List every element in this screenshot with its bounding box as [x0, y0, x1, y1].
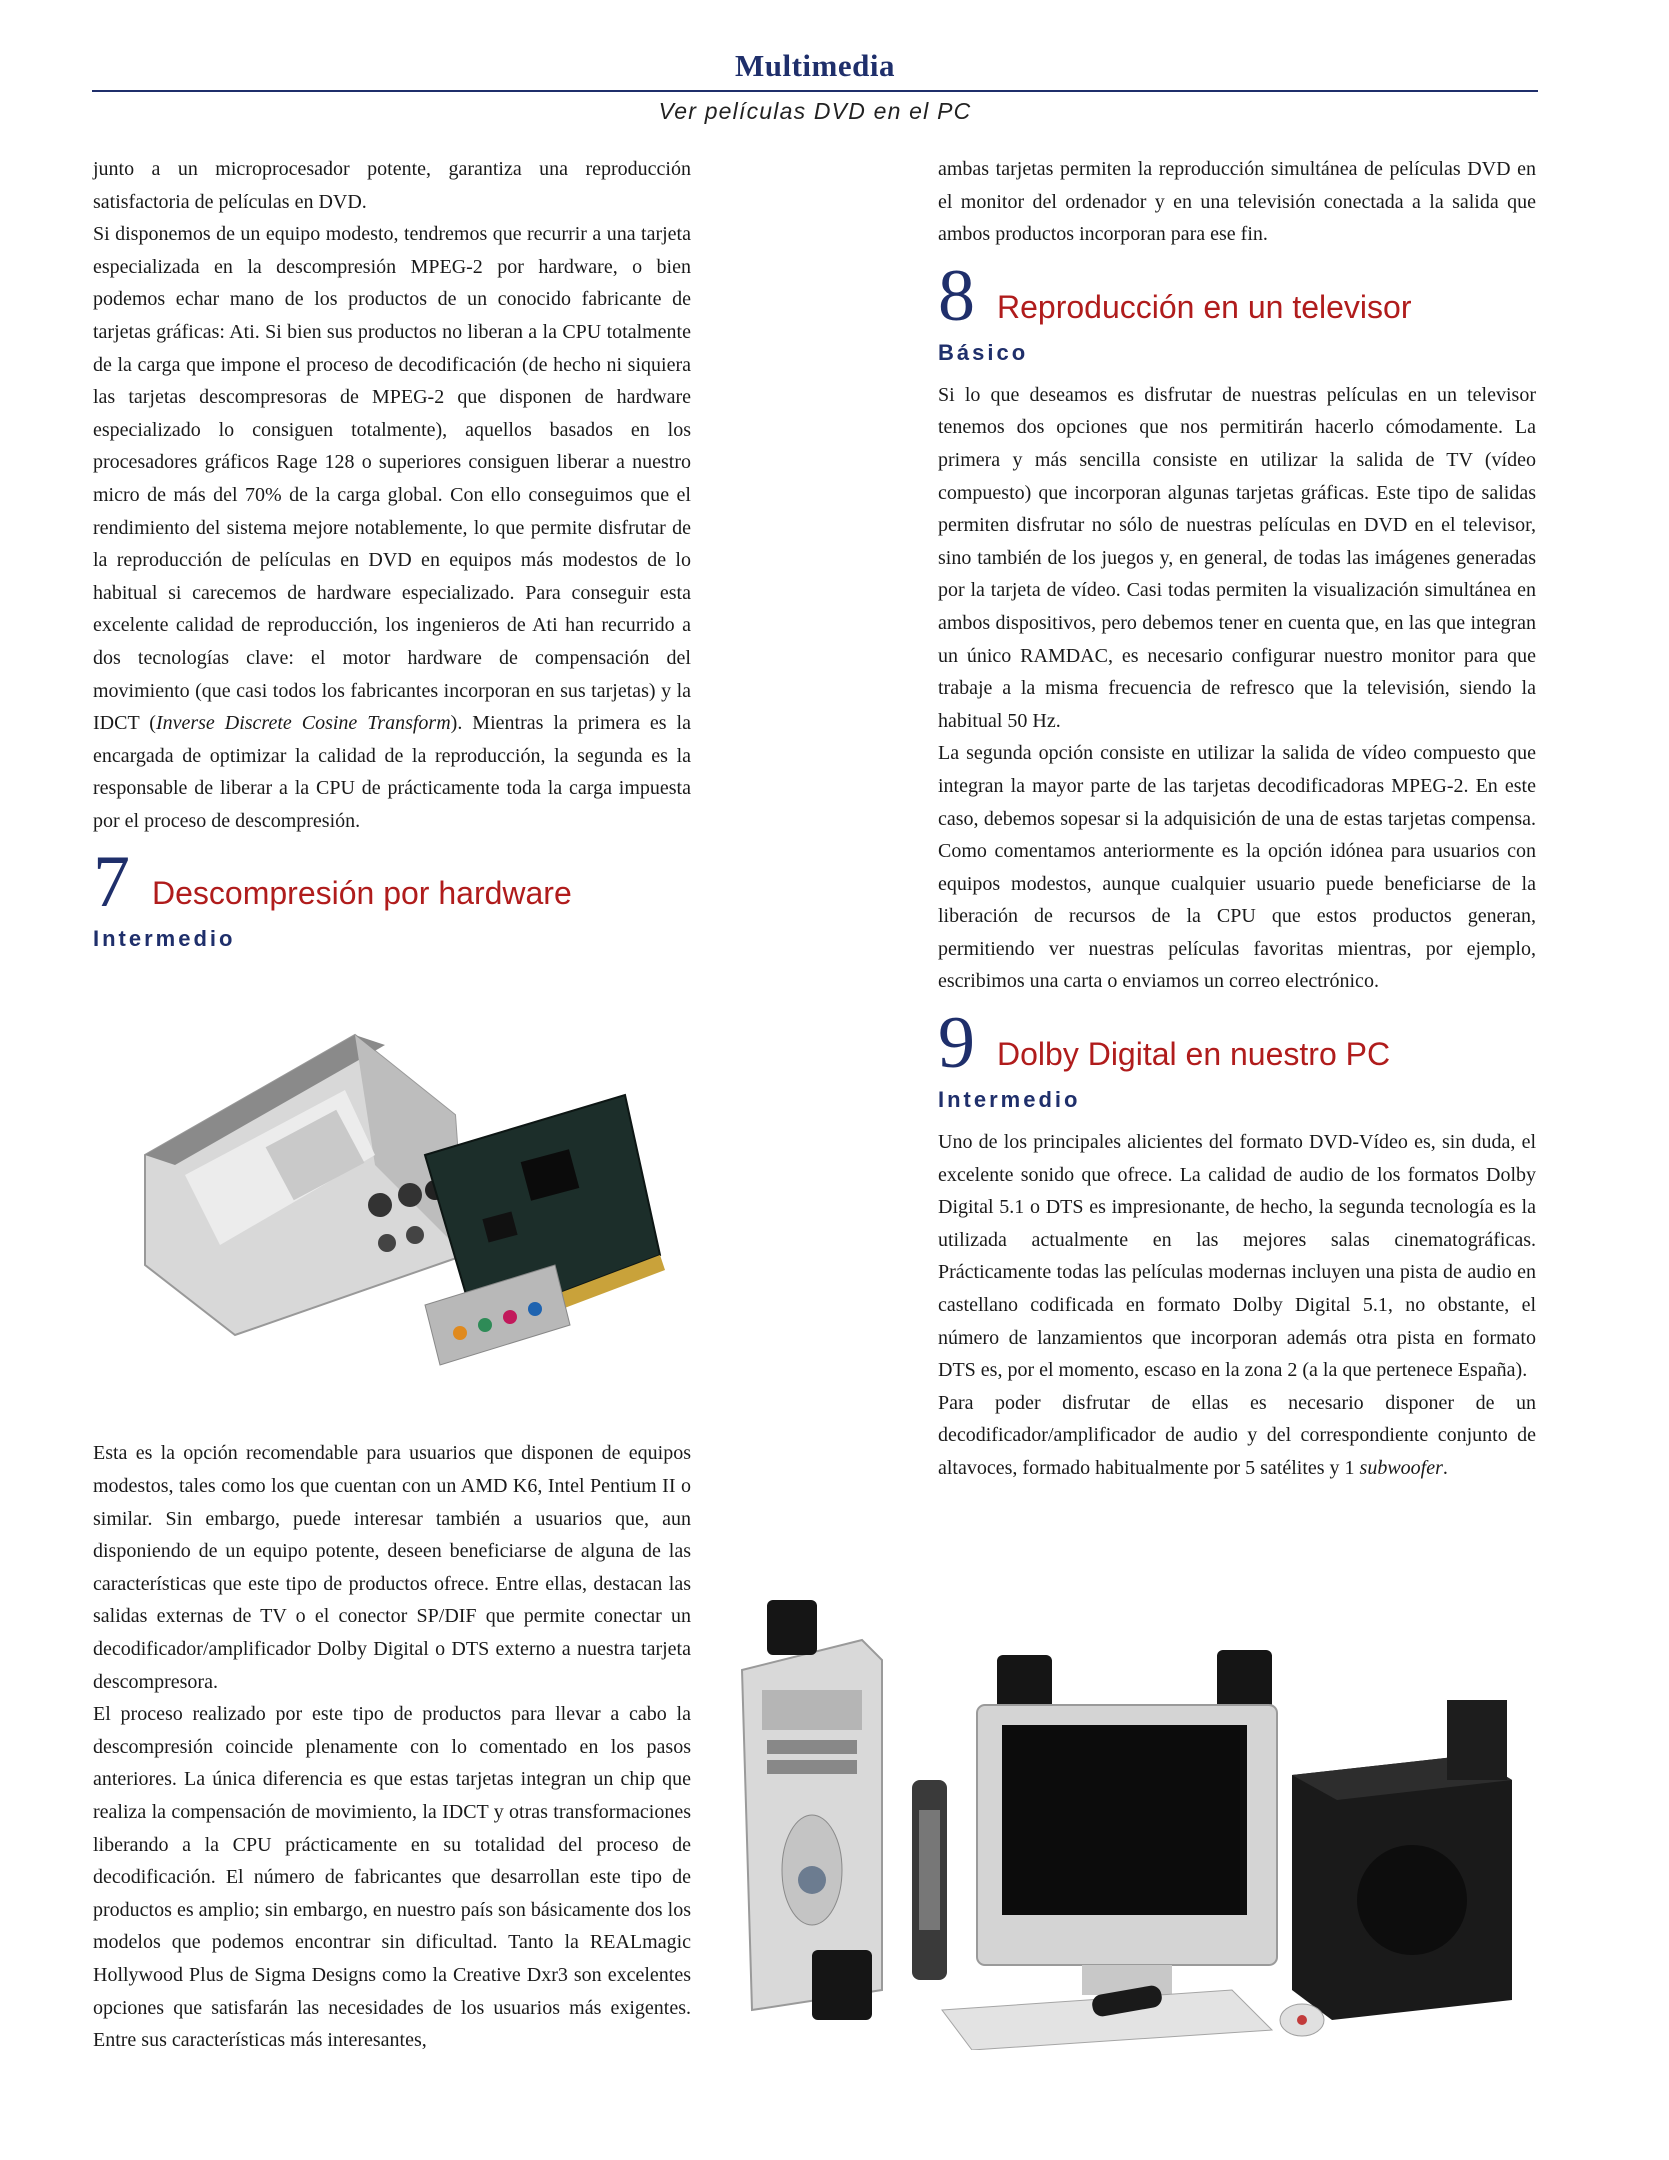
- body-paragraph: Si lo que deseamos es disfrutar de nuestras películas en un televisor tenemos dos opciones que nos permitirán hacerlo cómodamente. La primera y más sencilla consiste en utilizar la salida de TV (vídeo compuesto) que incorporan algunas tarjetas gráficas. Este tipo de salidas permiten disfrutar no sólo de nuestras películas en DVD en el televisor, sino también de los juegos y, en general, de todas las imágenes generadas por la tarjeta de vídeo. Casi todas permiten la visualización simultánea en ambos dispositivos, pero debemos tener en cuenta que, en las que integran un único RAMDAC, es necesario configurar nuestro monitor para que trabaje a la misma frecuencia de refresco que la televisión, siendo la habitual 50 Hz.: [938, 383, 1536, 732]
- body-paragraph: Si disponemos de un equipo modesto, tendremos que recurrir a una tarjeta especializada en la descompresión MPEG-2 por hardware, o bien podemos echar mano de los productos de un conocido fabricante de tarjetas gráficas: Ati. Si bien sus productos no liberan a la CPU totalmente de la carga que impone el proceso de decodificación (de hecho ni siquiera las tarjetas descompresoras de MPEG-2 que disponen de hardware especializado lo consiguen totalmente), aquellos basados en los procesadores gráficos Rage 128 o superiores consiguen liberar a nuestro micro de más del 70% de la carga global. Con ello conseguimos que el rendimiento del sistema mejore notablemente, lo que permite disfrutar de la reproducción de películas en DVD en equipos más modestos de lo habitual si carecemos de hardware especializado. Para conseguir esta excelente calidad de reproducción, los ingenieros de Ati han recurrido a dos tecnologías clave: el motor hardware de compensación del movimiento (que casi todos los fabricantes incorporan en sus tarjetas) y la IDCT (Inverse Discrete Cosine Transform). Mientras la primera es la encargada de optimizar la calidad de la reproducción, la segunda es la responsable de liberar a la CPU de prácticamente toda la carga impuesta por el proceso de descompresión.: [93, 223, 691, 832]
- section-heading-8: [938, 254, 1536, 337]
- page-subtitle: Ver películas DVD en el PC: [658, 98, 972, 124]
- difficulty-level: Intermedio: [93, 926, 236, 952]
- decoder-cards-photo: [125, 1005, 695, 1415]
- section-title-text: Reproducción en un televisor: [997, 288, 1412, 325]
- section-number: 8: [938, 254, 975, 337]
- body-paragraph: Para poder disfrutar de ellas es necesario disponer de un decodificador/amplificador de audio y del correspondiente conjunto de altavoces, formado habitualmente por 5 satélites y 1 subwoofer.: [938, 1391, 1536, 1479]
- emphasis-text: Inverse Discrete Cosine Transform: [155, 712, 451, 735]
- body-paragraph: junto a un microprocesador potente, garantiza una reproducción satisfactoria de películas en DVD.: [93, 158, 691, 213]
- emphasis-text: subwoofer: [1359, 1457, 1443, 1479]
- page-header: [92, 46, 1538, 126]
- difficulty-level: Básico: [938, 339, 1029, 365]
- section-heading-9: [938, 1002, 1536, 1085]
- section-heading-7: [93, 841, 691, 924]
- section-number: 9: [938, 1002, 975, 1085]
- body-paragraph: La segunda opción consiste en utilizar la salida de vídeo compuesto que integran la mayor parte de las tarjetas decodificadoras MPEG-2. En este caso, debemos sopesar si la adquisición de una de estas tarjetas compensa. Como comentamos anteriormente es la opción idónea para usuarios con equipos modestos, aunque cualquier usuario puede beneficiarse de la liberación de recursos de la CPU que estos productos generan, permitiendo ver nuestras películas favoritas mientras, por ejemplo, escribimos una carta o enviamos un correo electrónico.: [938, 742, 1536, 993]
- pc-system-photo: [712, 1580, 1577, 2050]
- right-column: [938, 153, 1536, 1485]
- body-paragraph: ambas tarjetas permiten la reproducción simultánea de películas DVD en el monitor del ordenador y en una televisión conectada a la salida que ambos productos incorporan para ese fin.: [938, 158, 1536, 246]
- section-title-text: Dolby Digital en nuestro PC: [997, 1036, 1391, 1073]
- section-title-text: Descompresión por hardware: [152, 875, 572, 912]
- body-paragraph: Uno de los principales alicientes del formato DVD-Vídeo es, sin duda, el excelente sonido que ofrece. La calidad de audio de los formatos Dolby Digital 5.1 o DTS es impresionante, de hecho, la segunda tecnología es la utilizada actualmente en las mejores salas cinematográficas. Prácticamente todas las películas modernas incluyen una pista de audio en castellano codificada en formato Dolby Digital 5.1, no obstante, el número de lanzamientos que incorporan además otra pista en formato DTS es, por el momento, escaso en la zona 2 (a la que pertenece España).: [938, 1131, 1536, 1382]
- difficulty-level: Intermedio: [938, 1087, 1081, 1113]
- body-paragraph: El proceso realizado por este tipo de productos para llevar a cabo la descompresión coincide plenamente con lo comentado en los pasos anteriores. La única diferencia es que estas tarjetas integran un chip que realiza la compensación de movimiento, la IDCT y otras transformaciones liberando a la CPU prácticamente en su totalidad del proceso de decodificación. El número de fabricantes que desarrollan este tipo de productos es amplio; sin embargo, en nuestro país son básicamente dos los modelos que podemos encontrar sin dificultad. Tanto la REALmagic Hollywood Plus de Sigma Designs como la Creative Dxr3 son excelentes opciones que satisfarán las necesidades de los usuarios más exigentes. Entre sus características más interesantes,: [93, 1703, 691, 2052]
- body-paragraph: Esta es la opción recomendable para usuarios que disponen de equipos modestos, tales como los que cuentan con un AMD K6, Intel Pentium II o similar. Sin embargo, puede interesar también a usuarios que, aun disponiendo de un equipo potente, deseen beneficiarse de alguna de las características que este tipo de productos ofrece. Entre ellas, destacan las salidas externas de TV o el conector SP/DIF que permite conectar un decodificador/amplificador Dolby Digital o DTS externo a nuestra tarjeta descompresora.: [93, 1442, 691, 1693]
- header-rule: [92, 90, 1538, 92]
- section-title: Multimedia: [735, 48, 895, 83]
- section-number: 7: [93, 841, 130, 924]
